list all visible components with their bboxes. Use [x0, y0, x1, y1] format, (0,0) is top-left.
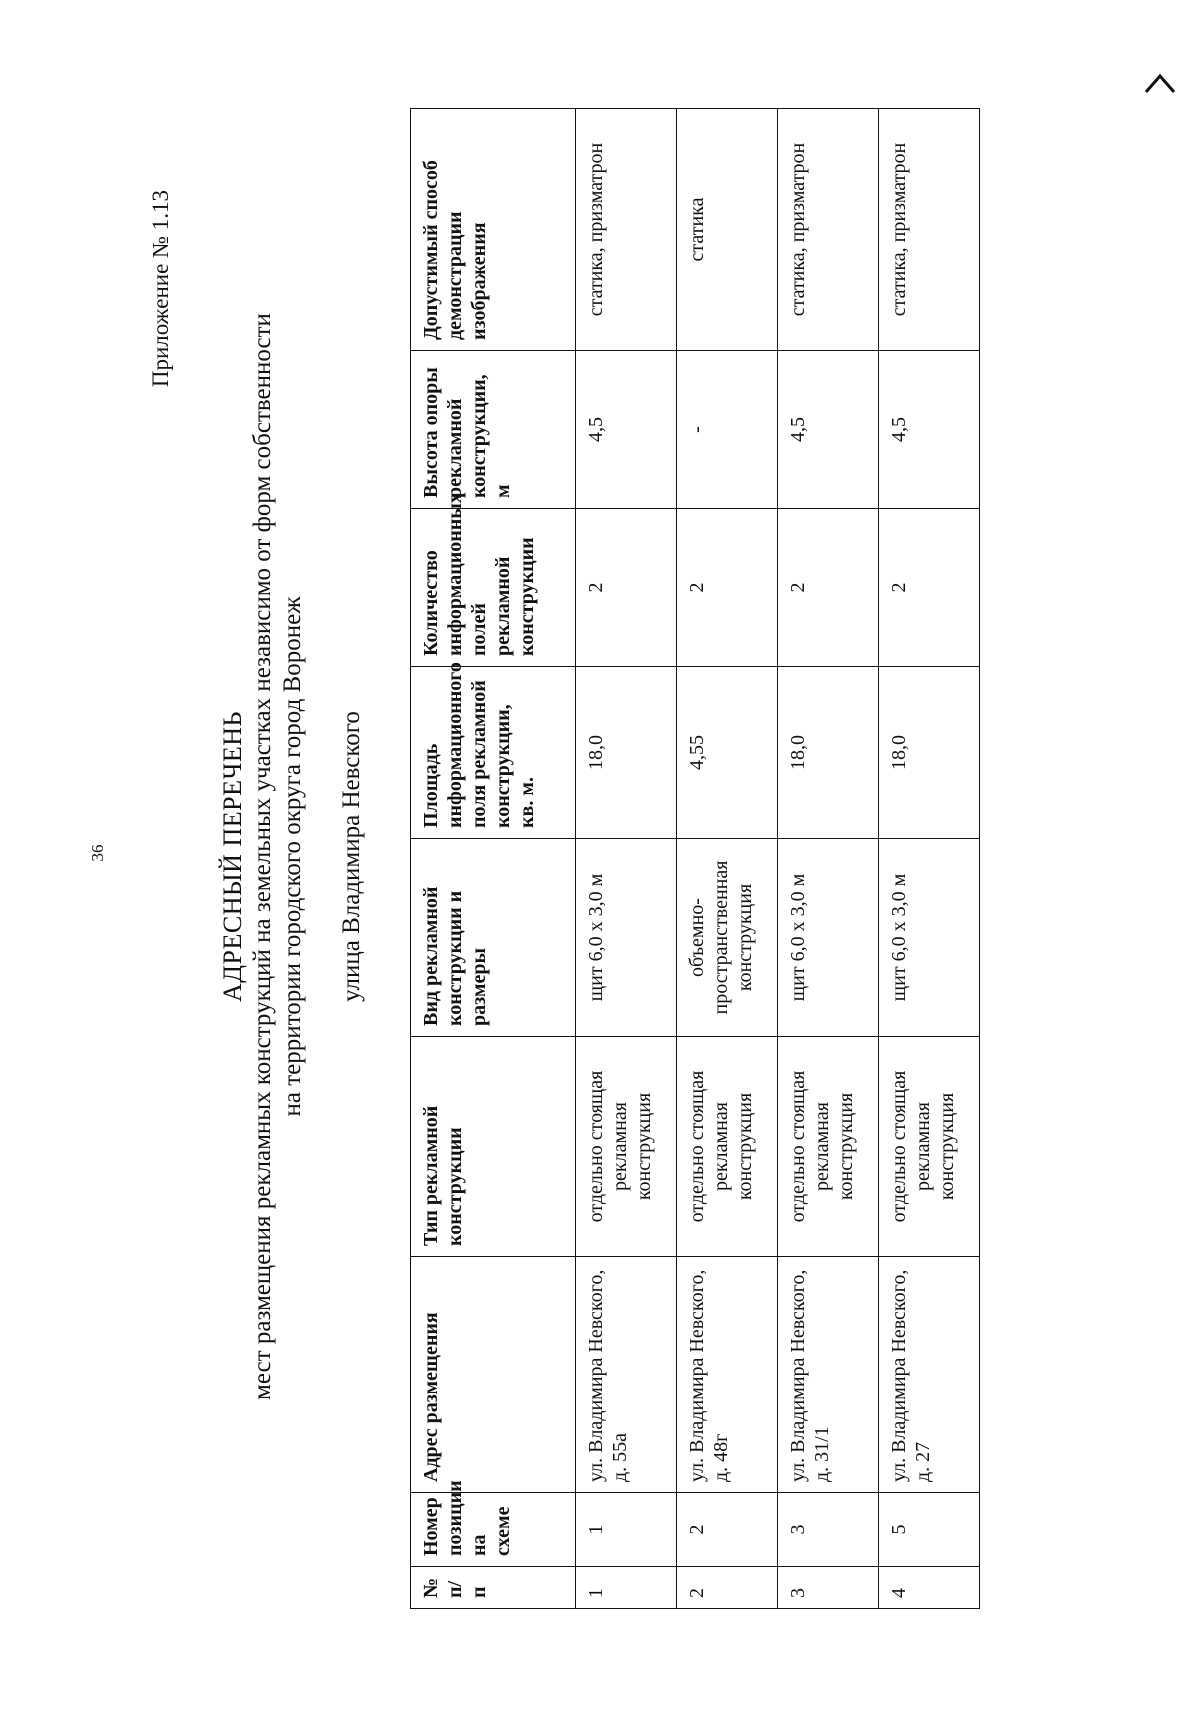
- table-cell: 4,5: [879, 351, 980, 509]
- table-cell: статика, призматрон: [879, 109, 980, 351]
- table-cell: 2: [778, 509, 879, 667]
- table-cell: 4,55: [677, 667, 778, 839]
- header-cell: Тип рекламной конструкции: [411, 1037, 576, 1257]
- table-cell: 2: [677, 1567, 778, 1609]
- table-cell: ул. Владимира Невского, д. 55а: [576, 1257, 677, 1493]
- table-cell: щит 6,0 х 3,0 м: [879, 839, 980, 1037]
- table-cell: отдельно стоящая рекламная конструкция: [576, 1037, 677, 1257]
- table-cell: статика: [677, 109, 778, 351]
- header-cell: Номер позиции на схеме: [411, 1493, 576, 1567]
- table-cell: 4: [879, 1567, 980, 1609]
- table-cell: 2: [677, 509, 778, 667]
- table-cell: ул. Владимира Невского, д. 31/1: [778, 1257, 879, 1493]
- header-cell: Вид рекламной конструкции и размеры: [411, 839, 576, 1037]
- header-cell: Высота опоры рекламной конструкции, м: [411, 351, 576, 509]
- header-cell: Площадь информационного поля рекламной конструкции, кв. м.: [411, 667, 576, 839]
- table-cell: щит 6,0 х 3,0 м: [778, 839, 879, 1037]
- table-row: [879, 109, 980, 1609]
- header-cell: Допустимый способ демонстрации изображения: [411, 109, 576, 351]
- table-cell: 1: [576, 1493, 677, 1567]
- document-title: АДРЕСНЫЙ ПЕРЕЧЕНЬ: [218, 711, 247, 1002]
- header-cell: Количество информационных полей рекламной конструкции: [411, 509, 576, 667]
- table-cell: щит 6,0 х 3,0 м: [576, 839, 677, 1037]
- table-cell: 4,5: [778, 351, 879, 509]
- table-header-row: [411, 109, 576, 1609]
- table-cell: 18,0: [778, 667, 879, 839]
- table-cell: статика, призматрон: [576, 109, 677, 351]
- page-number: 36: [88, 844, 107, 862]
- street-name: улица Владимира Невского: [338, 711, 365, 1002]
- table-cell: -: [677, 351, 778, 509]
- table-cell: отдельно стоящая рекламная конструкция: [677, 1037, 778, 1257]
- document-heading: [218, 0, 308, 1713]
- table-cell: 3: [778, 1567, 879, 1609]
- table-cell: 2: [879, 509, 980, 667]
- table-cell: 18,0: [879, 667, 980, 839]
- table-cell: объемно-пространственная конструкция: [677, 839, 778, 1037]
- table-cell: 5: [879, 1493, 980, 1567]
- table-cell: отдельно стоящая рекламная конструкция: [879, 1037, 980, 1257]
- table-cell: ул. Владимира Невского, д. 27: [879, 1257, 980, 1493]
- table-cell: 18,0: [576, 667, 677, 839]
- header-cell: № п/п: [411, 1567, 576, 1609]
- table-cell: 2: [576, 509, 677, 667]
- table-row: [576, 109, 677, 1609]
- table-row: [677, 109, 778, 1609]
- table-cell: 4,5: [576, 351, 677, 509]
- table-cell: отдельно стоящая рекламная конструкция: [778, 1037, 879, 1257]
- table-row: [778, 109, 879, 1609]
- table-cell: ул. Владимира Невского, д. 48г: [677, 1257, 778, 1493]
- scan-artifact-mark: [1140, 62, 1180, 102]
- table-cell: 3: [778, 1493, 879, 1567]
- address-registry-table: [410, 108, 980, 1609]
- table-cell: статика, призматрон: [778, 109, 879, 351]
- table-cell: 2: [677, 1493, 778, 1567]
- header-cell: Адрес размещения: [411, 1257, 576, 1493]
- table-cell: 1: [576, 1567, 677, 1609]
- document-subtitle-line-2: на территории городского округа город Воронеж: [279, 596, 306, 1117]
- appendix-label: Приложение № 1.13: [148, 190, 173, 388]
- document-subtitle-line-1: мест размещения рекламных конструкций на земельных участках независимо от форм собственности: [249, 313, 276, 1400]
